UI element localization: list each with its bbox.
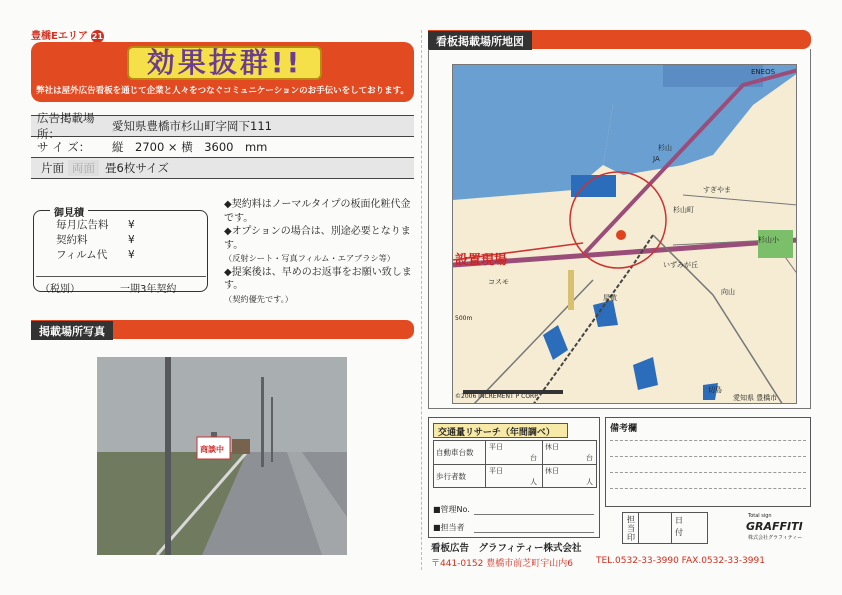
- note-2b: （反射シート・写真フィルム・エアブラシ等）: [224, 253, 395, 263]
- info-row-size: [31, 137, 414, 158]
- map-label: 杉山町: [673, 206, 694, 214]
- map-label: 屋敷: [603, 294, 617, 302]
- info-row-location: [31, 111, 414, 141]
- traffic-col-line: [542, 441, 543, 488]
- map-label: 杉山小: [758, 236, 779, 244]
- banner-title: 効果抜群!!: [146, 46, 303, 79]
- side-value: 畳6枚サイズ: [105, 161, 169, 175]
- staff-line: [474, 532, 594, 533]
- date-label: 日付: [675, 516, 683, 537]
- management-no-label: ■管理No.: [433, 505, 470, 514]
- memo-box: [605, 417, 811, 507]
- brand-sub: 株式会社グラフィティー: [748, 535, 803, 541]
- map-image: [453, 65, 797, 404]
- stamp-label: 担当印: [627, 515, 635, 542]
- car-unit: 台: [530, 454, 537, 462]
- estimate-row: フィルム代 ¥: [56, 249, 135, 261]
- side-double: 両面: [68, 160, 99, 176]
- column-divider: [421, 30, 422, 570]
- car-count-label: 自動車台数: [436, 448, 474, 457]
- info-table: [31, 111, 414, 179]
- traffic-title: 交通量リサーチ（年間調べ）: [433, 423, 568, 438]
- map-section-header: [428, 30, 811, 49]
- estimate-tax: （税別）: [40, 284, 80, 295]
- memo-title: 備考欄: [610, 424, 638, 434]
- weekday-label: 平日: [489, 467, 503, 475]
- notes: [224, 198, 419, 306]
- photo-sign-label: 商談中: [200, 445, 224, 454]
- holiday-label: 休日: [545, 443, 559, 451]
- estimate-title: 御見積: [50, 204, 88, 219]
- location-key: 広告掲載場所：: [37, 111, 95, 141]
- note-3: ◆提案後は、早めのお返事をお願い致します。: [224, 266, 412, 291]
- management-no-line: [474, 514, 594, 515]
- brand-small: Total sign: [748, 513, 772, 519]
- traffic-research-box: [428, 417, 600, 538]
- note-1: ◆契約料はノーマルタイプの板面化粧代金です。: [224, 199, 411, 224]
- map-region: 愛知県 豊橋市: [733, 394, 778, 402]
- size-key: サ イ ズ：: [37, 140, 91, 154]
- footer-address: 〒441-0152 豊橋市前芝町宇山内6: [431, 559, 573, 569]
- memo-line: [610, 456, 806, 457]
- person-unit: 人: [530, 478, 537, 486]
- car-unit: 台: [586, 454, 593, 462]
- holiday-label: 休日: [545, 467, 559, 475]
- photo-section-title: 掲載場所写真: [31, 321, 113, 340]
- stamp-divider: [638, 513, 639, 543]
- setting-site-label: 設置現場: [455, 253, 508, 268]
- location-map: [452, 64, 797, 404]
- map-label: いずみが丘: [663, 261, 698, 269]
- area-number: 21: [91, 32, 103, 41]
- area-label: 豊橋Eエリア 21: [31, 31, 103, 42]
- map-label: コスモ: [488, 278, 509, 286]
- map-label: 杉山: [658, 144, 672, 152]
- pedestrian-count-label: 歩行者数: [436, 472, 466, 481]
- note-2: ◆オプションの場合は、別途必要となります。: [224, 226, 411, 251]
- memo-line: [610, 440, 806, 441]
- weekday-label: 平日: [489, 443, 503, 451]
- estimate-row: 毎月広告料 ¥: [56, 219, 135, 231]
- estimate-rows: [56, 218, 135, 263]
- info-row-side: [31, 158, 414, 179]
- brand-logo: GRAFFITI: [746, 520, 803, 533]
- site-photo: [97, 357, 347, 555]
- side-single: 片面: [41, 161, 64, 175]
- staff-label: ■担当者: [433, 523, 465, 532]
- estimate-row: 契約料 ¥: [56, 234, 135, 246]
- stamp-divider: [671, 513, 672, 543]
- map-section-title: 看板掲載場所地図: [428, 31, 532, 50]
- banner-subtitle: 弊社は屋外広告看板を通じて企業と人々をつなぐコミュニケーションのお手伝いをしております。: [36, 86, 409, 96]
- photo-section-header: [31, 320, 414, 339]
- size-value: 縦 2700 × 横 3600 mm: [112, 140, 268, 154]
- note-3b: （契約優先です。）: [224, 293, 293, 304]
- location-value: 愛知県豊橋市杉山町字岡下111: [112, 119, 272, 133]
- stamp-box: [622, 512, 708, 544]
- map-scale-label: 500m: [455, 315, 473, 322]
- traffic-row-line: [434, 464, 596, 465]
- map-label: すぎやま: [703, 186, 731, 194]
- map-label: 切島: [708, 386, 722, 394]
- map-copyright: ©2006 INCREMENT P CORP.: [455, 393, 539, 400]
- estimate-term: 一期3年契約: [120, 284, 177, 295]
- estimate-divider: [36, 276, 206, 277]
- map-label: ENEOS: [751, 68, 776, 76]
- person-unit: 人: [586, 478, 593, 486]
- memo-line: [610, 472, 806, 473]
- traffic-table: [433, 440, 597, 488]
- footer-company: 看板広告 グラフィティー株式会社: [431, 543, 582, 554]
- memo-line: [610, 488, 806, 489]
- site-photo-image: [97, 357, 347, 555]
- map-label: JA: [653, 155, 660, 163]
- banner-title-box: [127, 46, 322, 80]
- map-label: 向山: [721, 288, 735, 296]
- footer-tel: TEL.0532-33-3990 FAX.0532-33-3991: [596, 556, 765, 566]
